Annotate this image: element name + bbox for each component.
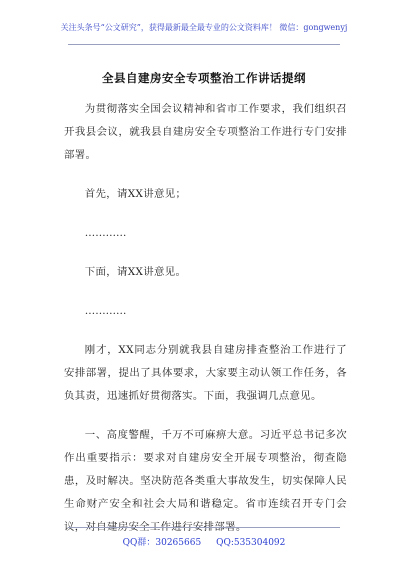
paragraph-intro: 为贯彻落实全国会议精神和省市工作要求，我们组织召开我县会议，就我县自建房安全专项整治工作进行专门安排部署。 <box>64 103 347 161</box>
paragraph-ellipsis: ………… <box>84 305 127 317</box>
footer-qq: QQ:535304092 <box>216 538 286 548</box>
header-banner: 关注头条号“公文研究”，获得最新最全最专业的公文资料库！ 微信：gongwenyj <box>60 23 348 32</box>
document-title: 全县自建房安全专项整治工作讲话提纲 <box>102 71 306 85</box>
paragraph-next-speaker: 下面，请XX讲意见。 <box>84 266 187 278</box>
footer <box>0 535 408 548</box>
header-divider <box>68 44 340 45</box>
document-body <box>64 98 347 555</box>
paragraph-point-one: 一、高度警醒，千万不可麻痹大意。习近平总书记多次作出重要指示：要求对自建房安全开展专项整治，彻查隐患，及时解决。坚决防范各类重大事故发生，切实保障人民生命财产安全和社会大局和谐稳定。省市连续召开专门会议，对自建房安全工作进行安排部署。 <box>64 429 347 533</box>
paragraph-first-speaker: 首先，请XX讲意见； <box>84 188 187 200</box>
paragraph-summary: 刚才，XX同志分别就我县自建房排查整治工作进行了安排部署，提出了具体要求，大家要主动认领工作任务，各负其责，迅速抓好贯彻落实。下面，我强调几点意见。 <box>64 344 347 402</box>
paragraph-ellipsis: ………… <box>84 227 127 239</box>
footer-qq-group: QQ群：30265665 <box>122 538 202 548</box>
footer-divider <box>68 527 340 528</box>
